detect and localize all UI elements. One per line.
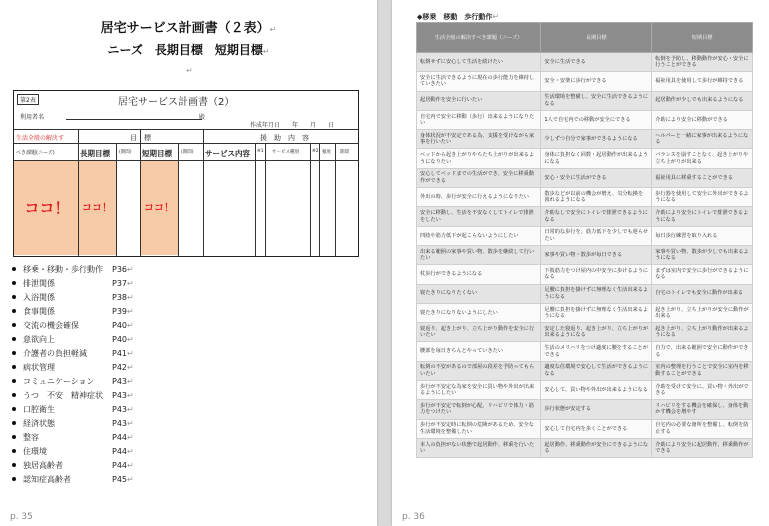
table-cell: 安心してベッドまでの生活ができ、安全に移乗動作ができる (417, 168, 541, 187)
bullet-icon (12, 393, 16, 397)
needs-header: 生活全般の解決す (16, 135, 65, 142)
topic-label: 交流の機会確保 (23, 321, 79, 330)
topic-page: P45↵ (112, 475, 134, 484)
table-cell: 起居動作、移乗動作が安全にできるようになる (541, 438, 652, 457)
table-row (417, 72, 753, 91)
bullet-icon (12, 365, 16, 369)
topic-label: 移乗・移動・歩行動作 (23, 265, 103, 274)
form-sample (13, 90, 359, 257)
table-cell: 介助なしで安全にトイレで排泄できるようになる (541, 207, 652, 226)
bullet-icon (12, 435, 16, 439)
bullet-icon (12, 477, 16, 481)
table-header-row (417, 23, 753, 53)
table-row (417, 438, 753, 457)
list-item (8, 291, 158, 305)
list-item (8, 459, 158, 473)
table-cell: 1人で自宅内での移動が安全にできる (541, 110, 652, 129)
table-row (417, 265, 753, 284)
table-row (417, 168, 753, 187)
column-header: 長期目標 (541, 23, 652, 53)
bullet-icon (12, 281, 16, 285)
period-header-1: (期間) (119, 150, 132, 155)
page-subtitle: ニーズ 長期目標 短期目標↵ (107, 43, 270, 57)
topic-label: うつ 不安 精神症状 (23, 391, 103, 400)
table-row (417, 207, 753, 226)
bullet-icon (12, 449, 16, 453)
form-badge: 第2表 (17, 94, 39, 105)
table-row (417, 303, 753, 322)
bullet-icon (12, 463, 16, 467)
user-name-label: 利用者名 (20, 114, 45, 121)
list-item (8, 347, 158, 361)
form-title: 居宅サービス計画書（2） (118, 97, 235, 108)
table-cell: 転倒せずに安心して生活を続けたい (417, 53, 541, 72)
table-cell: ヘルパーと一緒に家事が出来るようになる (652, 130, 753, 149)
list-item (8, 431, 158, 445)
table-cell: 安全・安楽に歩行ができる (541, 72, 652, 91)
bullet-icon (12, 351, 16, 355)
topic-page: P42↵ (112, 363, 134, 372)
topic-page: P37↵ (112, 279, 134, 288)
column-header: 短期目標 (652, 23, 753, 53)
mark1-header: ※1 (257, 149, 264, 154)
bullet-icon (12, 309, 16, 313)
bullet-icon (12, 267, 16, 271)
list-item (8, 389, 158, 403)
table-cell: 安全に移動し、生活を不安なくしてトイレで排泄をしたい (417, 207, 541, 226)
topic-label: 認知症高齢者 (23, 475, 71, 484)
table-row (417, 188, 753, 207)
topic-label: 整容 (23, 433, 39, 442)
table-cell: 出来る範囲の家事や買い物、散歩を継続して行いたい (417, 245, 541, 264)
table-cell: 転倒の不安があるので部屋の段差を予防ってもらいたい (417, 361, 541, 380)
dono-label: 殿 (199, 114, 206, 121)
coco-short: ココ！ (144, 203, 174, 214)
table-cell: 日常的な歩行を、筋力低下を少しでも遅らせたい (541, 226, 652, 245)
table-cell: 家事や買い物・散歩が毎日できる (541, 245, 652, 264)
table-cell: 介助を受けて安全に、買い物・外出ができる (652, 381, 753, 400)
topic-page: P41↵ (112, 349, 134, 358)
topic-label: 独居高齢者 (23, 461, 63, 470)
table-row (417, 284, 753, 303)
support-header: 援 助 内 容 (260, 134, 309, 142)
table-cell: 歩行が不安定時に転倒の危険があるため、安全な生活環境を整備したい (417, 419, 541, 438)
table-cell: 安心して自宅内を歩くことができる (541, 419, 652, 438)
table-cell: 歩行器を使用して安全に外出ができるようになる (652, 188, 753, 207)
topic-label: 口腔衛生 (23, 405, 55, 414)
table-cell: 介助により安全にトイレで排泄できるようになる (652, 207, 753, 226)
table-cell: 自宅内で安全に移動（歩行）出来るようになりたい (417, 110, 541, 129)
freq-header: 頻度 (322, 150, 331, 155)
table-row (417, 53, 753, 72)
table-cell: 福祉用具に移乗することができる (652, 168, 753, 187)
table-row (417, 323, 753, 342)
section-title: ◆移乗 移動 歩行動作↵ (417, 12, 500, 21)
table-row (417, 149, 753, 168)
table-cell: 生活のメリハリをつけ適度に腰をすることができる (541, 342, 652, 361)
table-row (417, 381, 753, 400)
period-header-2: (期間) (181, 150, 194, 155)
table-cell: 安心・安全に生活ができる (541, 168, 652, 187)
short-goal-header: 短期目標 (142, 149, 172, 158)
table-cell: 起居動作が少しでも出来るようになる (652, 91, 753, 110)
service-header: サービス内容 (205, 149, 250, 158)
table-cell: 歩行が不安定で転倒が心配。リハビリで体力・筋力をつけたい (417, 400, 541, 419)
table-cell: 寝たきりになりないようにしたい (417, 303, 541, 322)
table-cell: 室内の整理を行うことで安全に室内を移動することができる (652, 361, 753, 380)
page-36 (392, 0, 769, 526)
topic-label: 介護者の負担軽減 (23, 349, 87, 358)
list-item (8, 305, 158, 319)
topic-label: 意欲向上 (23, 335, 55, 344)
page-title: 居宅サービス計画書（２表）↵ (100, 21, 277, 36)
table-cell: 杖歩行ができるようになる (417, 265, 541, 284)
mark2-header: ※2 (312, 149, 319, 154)
table-cell: 寝たきりになりたくない (417, 284, 541, 303)
table-cell: 身体に負担なく回数・起居動作が出来るようになる (541, 149, 652, 168)
table-cell: 家事や買い物、散歩が少しでも出来るようになる (652, 245, 753, 264)
coco-long: ココ！ (82, 203, 112, 214)
table-cell: 寝返り、起き上がり、立ち上がり動作を安全に行いたい (417, 323, 541, 342)
column-header: 生活全般の解決すべき課題（ニーズ） (417, 23, 541, 53)
topic-label: 病状管理 (23, 363, 55, 372)
topic-label: 経済状態 (23, 419, 55, 428)
table-row (417, 110, 753, 129)
table-cell: 外出の時、歩行が安全に行えるようになりたい (417, 188, 541, 207)
table-row (417, 245, 753, 264)
topic-page: P43↵ (112, 419, 134, 428)
page-35: 居宅サービス計画書（２表）↵ ニーズ 長期目標 短期目標↵ ↵ 第2表 居宅サービス計画書（2） 利用者名 殿 作成年月日 年 月 日 生活全般の解決す べき課題(ニーズ) 目 標 援 助 内 容 長期目標 (期間) 短期目標 (期間) サービス内容 ※1 サービス種別 ※2 頻度 期間 ココ！ ココ！ ココ！ 移乗・移動・歩行動作 P36↵ 排泄関係 P37↵ 入浴関係 P38↵ 食事関係 P39↵ 交流の機会確保 P40↵ 意欲向上 P40↵ 介護者の負担軽減 P41↵ 病状管理 P42↵ コミュニケーション P43↵ うつ 不安 精神症状 P43↵ 口腔衛生 P43↵ 経済状態 P43↵ 整容 P44↵ 住環境 P44↵ 独居高齢者 P44↵ 認知症高齢者 P45↵ p. 35 (0, 0, 377, 526)
list-item (8, 403, 158, 417)
bullet-icon (12, 295, 16, 299)
table-cell: 自力で、出来る範囲で安全に動作ができる (652, 342, 753, 361)
provider-header: サービス種別 (272, 150, 299, 155)
topic-page: P40↵ (112, 335, 134, 344)
bullet-icon (12, 379, 16, 383)
table-row (417, 419, 753, 438)
table-cell: 歩行が不安定な為家を安全に買い物や外出が出来るようにしたい (417, 381, 541, 400)
table-cell: 介助により安全に移動ができる (652, 110, 753, 129)
topic-page: P38↵ (112, 293, 134, 302)
bullet-icon (12, 421, 16, 425)
topic-page: P44↵ (112, 461, 134, 470)
table-row (417, 226, 753, 245)
table-cell: 本人の負担がない状態で起居動作、移乗を行いたい (417, 438, 541, 457)
table-row (417, 361, 753, 380)
table-row (417, 130, 753, 149)
table-row (417, 91, 753, 110)
table-cell: 自宅内の必要な箇所を整備し、転倒を防止する (652, 419, 753, 438)
topic-label: コミュニケーション (23, 377, 95, 386)
list-item (8, 263, 158, 277)
topic-page: P40↵ (112, 321, 134, 330)
table-cell: 散歩などが以前の機会が増え、気分転換を図れるようになる (541, 188, 652, 207)
table-cell: 起居動作を安全に行いたい (417, 91, 541, 110)
needs-goals-table (416, 22, 753, 458)
list-item (8, 417, 158, 431)
topic-page: P44↵ (112, 447, 134, 456)
table-cell: 介助により安全に起居動作、移乗動作ができる (652, 438, 753, 457)
table-cell: 足腰に負担を掛けずに無理なく生活出来るようになる (541, 303, 652, 322)
topic-label: 入浴関係 (23, 293, 55, 302)
long-goal-header: 長期目標 (80, 149, 110, 158)
list-item (8, 473, 158, 487)
table-cell: 四肢や筋力低下が起こらないようにしたい (417, 226, 541, 245)
topic-page: P43↵ (112, 377, 134, 386)
table-cell: ベッドから起き上がりやちたち上がりが出来るようになりたい (417, 149, 541, 168)
table-cell: 足腰に負担を掛けずに無理なく生活出来るようになる (541, 284, 652, 303)
topic-page: P44↵ (112, 433, 134, 442)
table-cell: 下肢筋力をつけ屋内の中安全に歩けるようになる (541, 265, 652, 284)
page-number: p. 36 (402, 512, 425, 522)
created-date-label: 作成年月日 年 月 日 (250, 122, 335, 129)
bullet-icon (12, 323, 16, 327)
table-row (417, 400, 753, 419)
topic-label: 排泄関係 (23, 279, 55, 288)
list-item (8, 445, 158, 459)
table-cell: 毎日歩行練習を取り入れる (652, 226, 753, 245)
list-item (8, 361, 158, 375)
list-item (8, 319, 158, 333)
table-cell: 安全に生活できるように現在の歩行能力を維持していきたい (417, 72, 541, 91)
table-cell: 起き上がり、立ち上がり動作が出来るようになる (652, 323, 753, 342)
table-cell: バランスを崩すことなく、起き上がりや立ち上がりが出来る (652, 149, 753, 168)
list-item (8, 277, 158, 291)
topic-label: 食事関係 (23, 307, 55, 316)
topic-page: P43↵ (112, 405, 134, 414)
table-cell: 身体状況が不安定である為、支援を受けながら家事を行いたい (417, 130, 541, 149)
table-cell: 自宅のトイレでも安全に動作が出来る (652, 284, 753, 303)
table-cell: 少しずつ自分で家事ができるようになる (541, 130, 652, 149)
term-header: 期間 (340, 150, 349, 155)
page-number: p. 35 (10, 512, 33, 522)
topic-list (8, 263, 158, 487)
goal-header: 目 標 (130, 134, 151, 142)
table-cell: 歩行状態が安定する (541, 400, 652, 419)
topic-page: P43↵ (112, 391, 134, 400)
table-row (417, 342, 753, 361)
table-cell: 安全に生活できる (541, 53, 652, 72)
list-item (8, 333, 158, 347)
topic-page: P36↵ (112, 265, 134, 274)
table-cell: 福祉用具を使用して歩行が維持できる (652, 72, 753, 91)
topic-label: 住環境 (23, 447, 47, 456)
topic-page: P39↵ (112, 307, 134, 316)
table-cell: 腰部を毎日きちんとやっていきたい (417, 342, 541, 361)
needs-subheader: べき課題(ニーズ) (16, 150, 55, 156)
table-cell: リハビリをする機会を確保し、身体を動かす機会を増やす (652, 400, 753, 419)
bullet-icon (12, 407, 16, 411)
table-cell: 転倒を予防し、移動動作が安心・安全に行うことができる (652, 53, 753, 72)
list-item (8, 375, 158, 389)
coco-needs: ココ！ (24, 199, 70, 217)
table-cell: 安心して、買い物や外出が出来るようになる (541, 381, 652, 400)
table-cell: 安定した寝返り、起き上がり、立ち上がりが出来るようになる (541, 323, 652, 342)
table-cell: 生活環境を整備し、安全に生活できるようになる (541, 91, 652, 110)
table-cell: 適度な住環境で安心して生活ができるようになる (541, 361, 652, 380)
table-cell: まずは室内で安全に歩行ができるようになる (652, 265, 753, 284)
table-cell: 起き上がり、立ち上がりが安全に動作が出来る (652, 303, 753, 322)
bullet-icon (12, 337, 16, 341)
